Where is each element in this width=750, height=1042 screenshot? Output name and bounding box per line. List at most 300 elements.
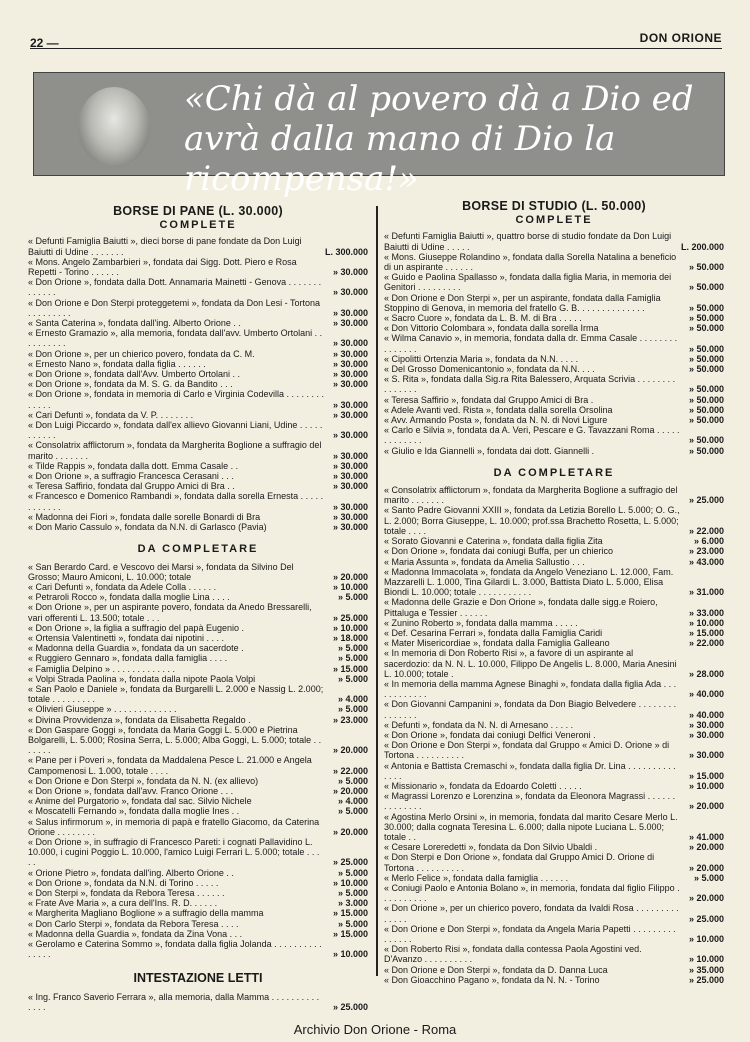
list-item (384, 374, 724, 394)
entry-amount: » 5.000 (337, 888, 368, 898)
entry-amount: » 33.000 (688, 607, 724, 618)
entry-amount: » 23.000 (332, 714, 368, 725)
list-item (384, 557, 724, 567)
entry-text: « Famiglia Delpino » . . . . . . . . . . . . . (28, 663, 176, 674)
list-item (384, 638, 724, 648)
list-item (28, 389, 368, 409)
list-item (28, 643, 368, 653)
entry-text: « Consolatrix afflictorum », fondata da Margherita Boglione a suffragio del marito . . . . . . . (384, 485, 678, 506)
entry-text: « Sacro Cuore », fondata da L. B. M. di Bra . . . . . (384, 313, 582, 324)
entry-text: « Petraroli Rocco », fondata dalla moglie Lina . . . . (28, 592, 230, 603)
entry-text: « Avv. Armando Posta », fondata da N. N. di Novi Ligure (384, 415, 608, 426)
list-item (384, 883, 724, 903)
entry-text: « Don Orione e Don Sterpi », per un aspirante, fondata dalla Famiglia Stoppino di Genova, in memoria del fratello G. B. . . . . . . . . . . . . . (384, 292, 661, 313)
list-item (28, 369, 368, 379)
list-item (28, 328, 368, 348)
list-item (384, 597, 724, 617)
entry-text: « Don Orione e Don Sterpi », fondata da Angela Maria Papetti . . . . . . . . . . . . . . . (384, 923, 676, 945)
entry-text: « Don Orione e Don Sterpi », fondata da N. N. (ex allievo) (28, 775, 259, 786)
entry-amount: » 50.000 (688, 394, 724, 405)
portrait-photo (78, 87, 150, 167)
list-item (28, 277, 368, 297)
list-item (384, 567, 724, 598)
entry-amount: » 30.000 (332, 307, 368, 318)
entry-amount: » 5.000 (337, 704, 368, 715)
list-item (28, 481, 368, 491)
entry-amount: » 20.000 (332, 826, 368, 837)
entry-text: « Santa Caterina », fondata dall'ing. Alberto Orione . . (28, 318, 241, 329)
entry-text: « Teresa Saffirio, fondata dal Gruppo Amici di Bra . . (28, 481, 235, 492)
list-item (28, 582, 368, 592)
list-item (384, 505, 724, 536)
banner-quote: «Chi dà al povero dà a Dio ed avrà dalla mano di Dio la ricompensa!» (184, 79, 694, 199)
entry-text: « San Berardo Card. e Vescovo dei Marsi », fondata da Silvino Del Grosso; Mauro Amiconi, L. 10.000; totale (28, 561, 294, 582)
entry-amount: » 31.000 (688, 587, 724, 598)
entry-amount: » 10.000 (332, 622, 368, 633)
entry-text: « Merlo Felice », fondata dalla famiglia . . . . . . (384, 872, 569, 883)
entry-amount: » 22.000 (688, 638, 724, 649)
entry-amount: » 30.000 (332, 522, 368, 533)
entry-text: « Tilde Rappis », fondata dalla dott. Emma Casale . . (28, 460, 239, 471)
entry-text: « Don Orione », a suffragio Francesca Cerasani . . . (28, 471, 234, 482)
page-number: 22 — (30, 36, 59, 50)
list-item (384, 536, 724, 546)
entry-text: « Don Orione », fondata in memoria di Carlo e Virginia Codevilla . . . . . . . . . . . . . (28, 389, 324, 410)
entry-text: « Don Orione », per un chierico povero, fondata da Ivaldi Rosa . . . . . . . . . . . . . . (384, 903, 679, 924)
entry-amount: » 43.000 (688, 556, 724, 567)
entry-amount: » 30.000 (332, 379, 368, 390)
entry-text: « Don Orione », fondata dalla Dott. Annamaria Mainetti - Genova . . . . . . . . . . . . . (28, 277, 322, 298)
entry-text: « Don Carlo Sterpi », fondata da Rebora Teresa . . . . (28, 918, 239, 929)
entry-amount: » 10.000 (688, 934, 724, 945)
entry-text: « Sorato Giovanni e Caterina », fondata dalla figlia Zita (384, 536, 603, 547)
entry-text: « Frate Ave Maria », a cura dell'Ins. R. D. . . . . . (28, 898, 218, 909)
list-item (28, 817, 368, 837)
list-item (28, 898, 368, 908)
entry-text: « Mater Misericordiae », fondata dalla Famiglia Galleano (384, 638, 610, 649)
list-item (28, 776, 368, 786)
entry-text: « Missionario », fondata da Edoardo Coletti . . . . . (384, 780, 582, 791)
entry-amount: » 5.000 (337, 653, 368, 664)
entry-text: « Don Orione e Don Sterpi », fondata dal Gruppo « Amici D. Orione » di Tortona . . . . . . . . . . (384, 740, 670, 761)
entry-text: « Agostina Merlo Orsini », in memoria, fondata dal marito Cesare Merlo L. 30.000; dalla cognata Teresina L. 6.000; dalla nipote Luciana L. 5.000; totale . . (384, 811, 678, 842)
list-item (28, 908, 368, 918)
list-item (28, 664, 368, 674)
entry-text: « Divina Provvidenza », fondata da Elisabetta Regaldo . (28, 714, 251, 725)
entry-text: « Orione Pietro », fondata dall'ing. Alberto Orione . . (28, 867, 234, 878)
right-to-complete-heading: DA COMPLETARE (493, 466, 615, 479)
entry-text: « Ernesto Gramazio », alla memoria, fondata dall'avv. Umberto Ortolani . . . . . . . . . . (28, 328, 323, 349)
entry-text: « Don Orione », fondata dai coniugi Buffa, per un chierico (384, 546, 613, 557)
list-item (384, 924, 724, 944)
list-item (28, 349, 368, 359)
list-item (384, 720, 724, 730)
entry-amount: » 25.000 (332, 857, 368, 868)
list-item (28, 461, 368, 471)
list-item (28, 837, 368, 868)
entry-text: « Adele Avanti ved. Rista », fondata dalla sorella Orsolina (384, 404, 613, 415)
entry-amount: » 30.000 (332, 338, 368, 349)
list-item (28, 992, 368, 1012)
entry-amount: » 40.000 (688, 689, 724, 700)
entry-text: « Don Gioacchino Pagano », fondata da N. N. - Torino (384, 974, 600, 985)
list-item (384, 425, 724, 445)
entry-text: « Carlo e Silvia », fondata da A. Veri, Pescare e G. Tavazzani Roma . . . . . . . . . . . . . (384, 425, 680, 446)
entry-amount: » 50.000 (688, 343, 724, 354)
entry-text: « Olivieri Giuseppe » . . . . . . . . . . . . . (28, 704, 177, 715)
entry-text: « Madonna della Guardia », fondata da Zina Vona . . . (28, 928, 243, 939)
entry-amount: » 30.000 (688, 719, 724, 730)
entry-amount: L. 200.000 (680, 241, 724, 252)
entry-text: « Del Grosso Domenicantonio », fondata da N.N. . . . (384, 364, 595, 375)
entry-amount: » 25.000 (332, 1001, 368, 1012)
list-item (384, 781, 724, 791)
entry-amount: » 20.000 (688, 893, 724, 904)
list-item (384, 405, 724, 415)
entry-amount: » 30.000 (332, 430, 368, 441)
list-item (384, 842, 724, 852)
entry-amount: » 20.000 (332, 785, 368, 796)
entry-text: « Santo Padre Giovanni XXIII », fondata da Letizia Borello L. 5.000; O. G., L. 2.000; Borra Giuseppe, L. 10.000; prof.ssa Brachetto Rosetta, L. 5.000; totale . . . . (384, 505, 680, 536)
list-item (384, 333, 724, 353)
entry-amount: » 22.000 (688, 525, 724, 536)
list-item (28, 888, 368, 898)
list-item (28, 379, 368, 389)
entry-amount: » 30.000 (688, 729, 724, 740)
header-rule (30, 48, 722, 49)
entry-text: « Don Orione e Don Sterpi », fondata da D. Danna Luca (384, 964, 608, 975)
entry-amount: » 50.000 (688, 445, 724, 456)
list-item (28, 440, 368, 460)
list-item (28, 653, 368, 663)
list-item (384, 415, 724, 425)
right-to-complete-list (384, 485, 724, 985)
entry-amount: » 15.000 (688, 770, 724, 781)
entry-text: « Maria Assunta », fondata da Amelia Sallustio . . . (384, 556, 585, 567)
list-item (384, 740, 724, 760)
entry-text: « Margherita Magliano Boglione » a suffragio della mamma (28, 908, 264, 919)
entry-text: « Don Giovanni Campanini », fondata da Don Biagio Belvedere . . . . . . . . . . . . . . . (384, 699, 677, 720)
entry-amount: » 20.000 (688, 801, 724, 812)
quote-banner (33, 72, 725, 199)
entry-text: « Def. Cesarina Ferrari », fondata dalla Famiglia Caridi (384, 627, 603, 638)
list-item (28, 512, 368, 522)
list-item (384, 618, 724, 628)
list-item (28, 755, 368, 775)
list-item (28, 562, 368, 582)
list-item (28, 257, 368, 277)
list-item (384, 354, 724, 364)
entry-text: « Ernesto Nano », fondata dalla figlia . . . . . . (28, 358, 206, 369)
entry-amount: » 4.000 (337, 694, 368, 705)
entry-text: « Antonia e Battista Cremaschi », fondata dalla figlia Dr. Lina . . . . . . . . . . . . . . (384, 760, 676, 781)
list-item (28, 715, 368, 725)
entry-text: « San Paolo e Daniele », fondata da Burgarelli L. 2.000 e Nassig L. 2.000; totale . . . . . . . . . (28, 683, 324, 705)
entry-text: « Ing. Franco Saverio Ferrara », alla memoria, dalla Mamma . . . . . . . . . . . . . . (28, 991, 320, 1012)
list-item (28, 420, 368, 440)
entry-amount: » 15.000 (688, 627, 724, 638)
intestazione-list (28, 992, 368, 1012)
list-item (28, 602, 368, 622)
list-item (384, 965, 724, 975)
entry-amount: » 40.000 (688, 709, 724, 720)
entry-text: « Don Orione e Don Sterpi proteggetemi », fondata da Don Lesi - Tortona . . . . . . . . . (28, 297, 321, 318)
right-title: BORSE DI STUDIO (L. 50.000) (462, 199, 646, 213)
entry-amount: » 30.000 (332, 511, 368, 522)
entry-amount: » 10.000 (332, 581, 368, 592)
entry-amount: » 10.000 (688, 954, 724, 965)
entry-amount: » 30.000 (332, 358, 368, 369)
intestazione-heading: INTESTAZIONE LETTI (133, 971, 263, 986)
list-item (28, 725, 368, 756)
list-item (384, 628, 724, 638)
entry-amount: » 20.000 (688, 862, 724, 873)
list-item (28, 796, 368, 806)
list-item (28, 471, 368, 481)
entry-text: « Zunino Roberto », fondata dalla mamma . . . . . (384, 617, 578, 628)
entry-text: « Don Roberto Risi », fondata dalla contessa Paola Agostini ved. D'Avanzo . . . . . . . . . . (384, 944, 642, 965)
list-item (384, 852, 724, 872)
entry-text: « Don Orione », fondata dai coniugi Delfici Veneroni . (384, 729, 596, 740)
list-item (384, 272, 724, 292)
list-item (384, 546, 724, 556)
entry-amount: » 30.000 (332, 287, 368, 298)
list-item (28, 919, 368, 929)
entry-amount: » 30.000 (332, 369, 368, 380)
left-to-complete-list (28, 562, 368, 960)
list-item (384, 812, 724, 843)
entry-amount: » 5.000 (337, 673, 368, 684)
entry-text: « Don Orione », per un aspirante povero, fondata da Anedo Bressarelli, vari offerenti L. 13.500; totale . . . (28, 602, 312, 623)
list-item (384, 231, 724, 251)
entry-amount: » 30.000 (332, 348, 368, 359)
entry-amount: » 30.000 (332, 267, 368, 278)
left-column (28, 206, 368, 1012)
entry-amount: » 30.000 (332, 318, 368, 329)
entry-text: « Cari Defunti », fondata da V. P. . . . . . . . (28, 409, 194, 420)
left-to-complete-heading: DA COMPLETARE (137, 543, 259, 556)
list-item (384, 252, 724, 272)
entry-amount: » 15.000 (332, 928, 368, 939)
list-item (28, 878, 368, 888)
entry-amount: » 35.000 (688, 964, 724, 975)
list-item (28, 318, 368, 328)
entry-amount: » 30.000 (688, 750, 724, 761)
entry-text: « Don Orione », in suffragio di Francesco Pareti: i cognati Pallavidino L. 10.000, i cugini Poggio L. 10.000, l'amico Luigi Ferrari L. 5.000; totale . . . . . (28, 836, 320, 868)
entry-text: « Madonna dei Fiori », fondata dalle sorelle Bonardi di Bra (28, 511, 261, 522)
entry-text: « Coniugi Paolo e Antonia Bolano », in memoria, fondata dal figlio Filippo . . . . . . . . . . (384, 883, 680, 904)
entry-amount: » 30.000 (332, 409, 368, 420)
entry-amount: » 50.000 (688, 364, 724, 375)
entry-text: « Don Luigi Piccardo », fondata dall'ex allievo Giovanni Liani, Udine . . . . . . . . . . . (28, 420, 323, 441)
list-item (28, 236, 368, 256)
column-divider (376, 206, 378, 976)
entry-text: « Wilma Canavio », in memoria, fondata dalla dr. Emma Casale . . . . . . . . . . . . . . . (384, 333, 678, 354)
list-item (384, 679, 724, 699)
list-item (28, 522, 368, 532)
entry-amount: » 10.000 (688, 617, 724, 628)
entry-amount: » 50.000 (688, 353, 724, 364)
entry-text: « Don Orione », fondata da M. S. G. da Bandito . . . (28, 379, 233, 390)
entry-amount: » 5.000 (337, 806, 368, 817)
entry-text: « Pane per i Poveri », fondata da Maddalena Pesce L. 21.000 e Angela Campomenosi L. 1.000, totale . . . . (28, 755, 312, 776)
entry-text: « Don Vittorio Colombara », fondata dalla sorella Irma (384, 323, 599, 334)
right-column (384, 201, 724, 985)
list-item (28, 298, 368, 318)
entry-amount: » 10.000 (688, 780, 724, 791)
list-item (28, 410, 368, 420)
entry-text: « Giulio e Ida Giannelli », fondata dai dott. Giannelli . (384, 445, 595, 456)
entry-amount: » 25.000 (688, 495, 724, 506)
entry-text: « Francesco e Domenico Rambandi », fondata dalla sorella Ernesta . . . . . . . . . . . . (28, 491, 324, 512)
entry-amount: » 50.000 (688, 404, 724, 415)
entry-text: « Don Orione », la figlia a suffragio del papà Eugenio . (28, 622, 244, 633)
entry-amount: » 10.000 (332, 949, 368, 960)
entry-text: « Don Gaspare Goggi », fondata da Maria Goggi L. 5.000 e Pietrina Bolgarelli, L. 5.000; Rosina Serra, L. 5.000; Alba Goggi, L. 5.000; totale . . . . . . . (28, 724, 322, 756)
list-item (28, 806, 368, 816)
left-complete-list (28, 236, 368, 532)
entry-amount: » 30.000 (332, 399, 368, 410)
entry-text: « Teresa Saffirio », fondata dal Gruppo Amici di Bra . (384, 394, 594, 405)
list-item (384, 293, 724, 313)
entry-amount: » 18.000 (332, 632, 368, 643)
entry-amount: » 22.000 (332, 765, 368, 776)
entry-amount: » 28.000 (688, 668, 724, 679)
list-item (28, 929, 368, 939)
entry-amount: » 20.000 (332, 571, 368, 582)
entry-text: « Don Orione », fondata da N.N. di Torino . . . . . (28, 877, 219, 888)
entry-amount: » 30.000 (332, 481, 368, 492)
entry-amount: » 50.000 (688, 435, 724, 446)
entry-amount: » 41.000 (688, 831, 724, 842)
list-item (28, 359, 368, 369)
list-item (384, 903, 724, 923)
entry-text: « Don Orione », fondata dall'avv. Franco Orione . . . (28, 785, 234, 796)
list-item (28, 704, 368, 714)
entry-amount: » 20.000 (688, 842, 724, 853)
entry-text: « Don Sterpi e Don Orione », fondata dal Gruppo Amici D. Orione di Tortona . . . . . . . . . . (384, 852, 655, 873)
entry-text: « Madonna delle Grazie e Don Orione », fondata dalle sigg.e Roiero, Pittaluga e Tessier . . . . . . (384, 597, 658, 618)
list-item (384, 699, 724, 719)
entry-amount: » 5.000 (337, 643, 368, 654)
entry-amount: » 10.000 (332, 877, 368, 888)
entry-text: « Defunti », fondata da N. N. di Arnesano . . . . . (384, 719, 574, 730)
list-item (28, 939, 368, 959)
entry-amount: » 30.000 (332, 450, 368, 461)
list-item (28, 491, 368, 511)
entry-amount: » 5.000 (337, 775, 368, 786)
entry-text: « In memoria della mamma Agnese Binaghi », fondata dalla figlia Ada . . . . . . . . . . . . (384, 678, 677, 700)
entry-amount: » 3.000 (337, 898, 368, 909)
entry-amount: L. 300.000 (324, 246, 368, 257)
list-item (384, 323, 724, 333)
entry-text: « Don Mario Cassulo », fondata da N.N. di Garlasco (Pavia) (28, 522, 267, 533)
entry-amount: » 50.000 (688, 313, 724, 324)
left-title: BORSE DI PANE (L. 30.000) (113, 204, 283, 218)
entry-amount: » 5.000 (693, 872, 724, 883)
entry-amount: » 23.000 (688, 546, 724, 557)
entry-amount: » 5.000 (337, 918, 368, 929)
entry-text: « Mons. Giuseppe Rolandino », fondata dalla Sorella Natalina a beneficio di un aspirante . . . . . . (384, 251, 677, 273)
list-item (28, 684, 368, 704)
entry-text: « Defunti Famiglia Baiutti », quattro borse di studio fondate da Don Luigi Baiutti di Udine . . . . . (384, 231, 672, 252)
entry-text: « Consolatrix afflictorum », fondata da Margherita Boglione a suffragio del marito . . . . . . . (28, 440, 322, 461)
entry-text: « Salus infirmorum », in memoria di papà e fratello Giacomo, da Caterina Orione . . . . . . . . (28, 816, 320, 837)
entry-text: « S. Rita », fondata dalla Sig.ra Rita Balessero, Arquata Scrivia . . . . . . . . . . . . . . . (384, 374, 676, 395)
entry-text: « Volpi Strada Paolina », fondata dalla nipote Paola Volpi (28, 673, 256, 684)
entry-text: « Don Orione », per un chierico povero, fondata da C. M. (28, 348, 255, 359)
entry-text: « Gerolamo e Caterina Sommo », fondata dalla figlia Jolanda . . . . . . . . . . . . . . . (28, 939, 322, 960)
entry-amount: » 50.000 (688, 262, 724, 273)
entry-amount: » 50.000 (688, 282, 724, 293)
entry-text: « Mons. Angelo Zambarbieri », fondata dai Sigg. Dott. Piero e Rosa Repetti - Torino . . . . . . (28, 256, 297, 278)
entry-amount: » 4.000 (337, 796, 368, 807)
entry-amount: » 25.000 (688, 974, 724, 985)
entry-amount: » 6.000 (693, 536, 724, 547)
entry-amount: » 30.000 (332, 501, 368, 512)
entry-text: « Madonna Immacolata », fondata da Angelo Veneziano L. 12.000, Fam. Mazzarelli L. 1.000, Tina Gilardi L. 3.000, Battista Diato L. 5.000, Elisa Biondi L. 10.000; totale . . . . . . . . . . . (384, 566, 674, 598)
archive-footer: Archivio Don Orione - Roma (293, 1022, 457, 1037)
entry-amount: » 5.000 (337, 592, 368, 603)
list-item (384, 648, 724, 679)
entry-amount: » 5.000 (337, 867, 368, 878)
list-item (384, 313, 724, 323)
entry-amount: » 25.000 (688, 913, 724, 924)
list-item (384, 485, 724, 505)
entry-amount: » 15.000 (332, 663, 368, 674)
right-complete-list (384, 231, 724, 455)
list-item (28, 592, 368, 602)
list-item (28, 868, 368, 878)
entry-amount: » 30.000 (332, 460, 368, 471)
running-header: DON ORIONE (639, 31, 722, 45)
entry-amount: » 50.000 (688, 384, 724, 395)
list-item (384, 730, 724, 740)
entry-amount: » 50.000 (688, 302, 724, 313)
entry-text: « Moscatelli Fernando », fondata dalla moglie Ines . . (28, 806, 240, 817)
entry-text: « Ruggiero Gennaro », fondata dalla famiglia . . . . (28, 653, 228, 664)
list-item (28, 674, 368, 684)
right-complete-heading: COMPLETE (515, 214, 593, 227)
left-complete-heading: COMPLETE (159, 219, 237, 232)
list-item (384, 873, 724, 883)
list-item (28, 623, 368, 633)
entry-text: « Anime del Purgatorio », fondata dal sac. Silvio Nichele (28, 796, 252, 807)
list-item (384, 395, 724, 405)
entry-amount: » 50.000 (688, 415, 724, 426)
entry-text: « Cari Defunti », fondata da Adele Colla . . . . . . (28, 581, 217, 592)
entry-text: « Don Sterpi », fondata da Rebora Teresa . . . . . . (28, 888, 225, 898)
list-item (384, 791, 724, 811)
list-item (384, 975, 724, 985)
entry-text: « Magrassi Lorenzo e Lorenzina », fondata da Eleonora Magrassi . . . . . . . . . . . . . . (384, 791, 676, 812)
entry-text: « In memoria di Don Roberto Risi », a favore di un aspirante al sacerdozio: da N. N. L. 10.000, Filippo De Angelis L. 8.000, Maria Anesini L. 10.000; totale . (384, 648, 677, 679)
list-item (384, 364, 724, 374)
entry-text: « Don Orione », fondata dall'Avv. Umberto Ortolani . . (28, 369, 240, 380)
entry-text: « Guido e Paolina Spallasso », fondata dalla figlia Maria, in memoria dei Genitori . . . . . . . . . (384, 272, 672, 293)
entry-text: « Ortensia Valentinetti », fondata dai nipotini . . . . (28, 632, 224, 643)
list-item (28, 633, 368, 643)
entry-amount: » 30.000 (332, 471, 368, 482)
entry-text: « Cesare Loreredetti », fondata da Don Silvio Ubaldi . (384, 842, 598, 853)
list-item (384, 761, 724, 781)
entry-amount: » 50.000 (688, 323, 724, 334)
entry-text: « Cipolitti Ortenzia Maria », fondata da N.N. . . . . (384, 353, 579, 364)
entry-amount: » 25.000 (332, 612, 368, 623)
list-item (384, 446, 724, 456)
list-item (384, 944, 724, 964)
entry-text: « Defunti Famiglia Baiutti », dieci borse di pane fondate da Don Luigi Baiutti di Udine . . . . . . . (28, 236, 302, 257)
